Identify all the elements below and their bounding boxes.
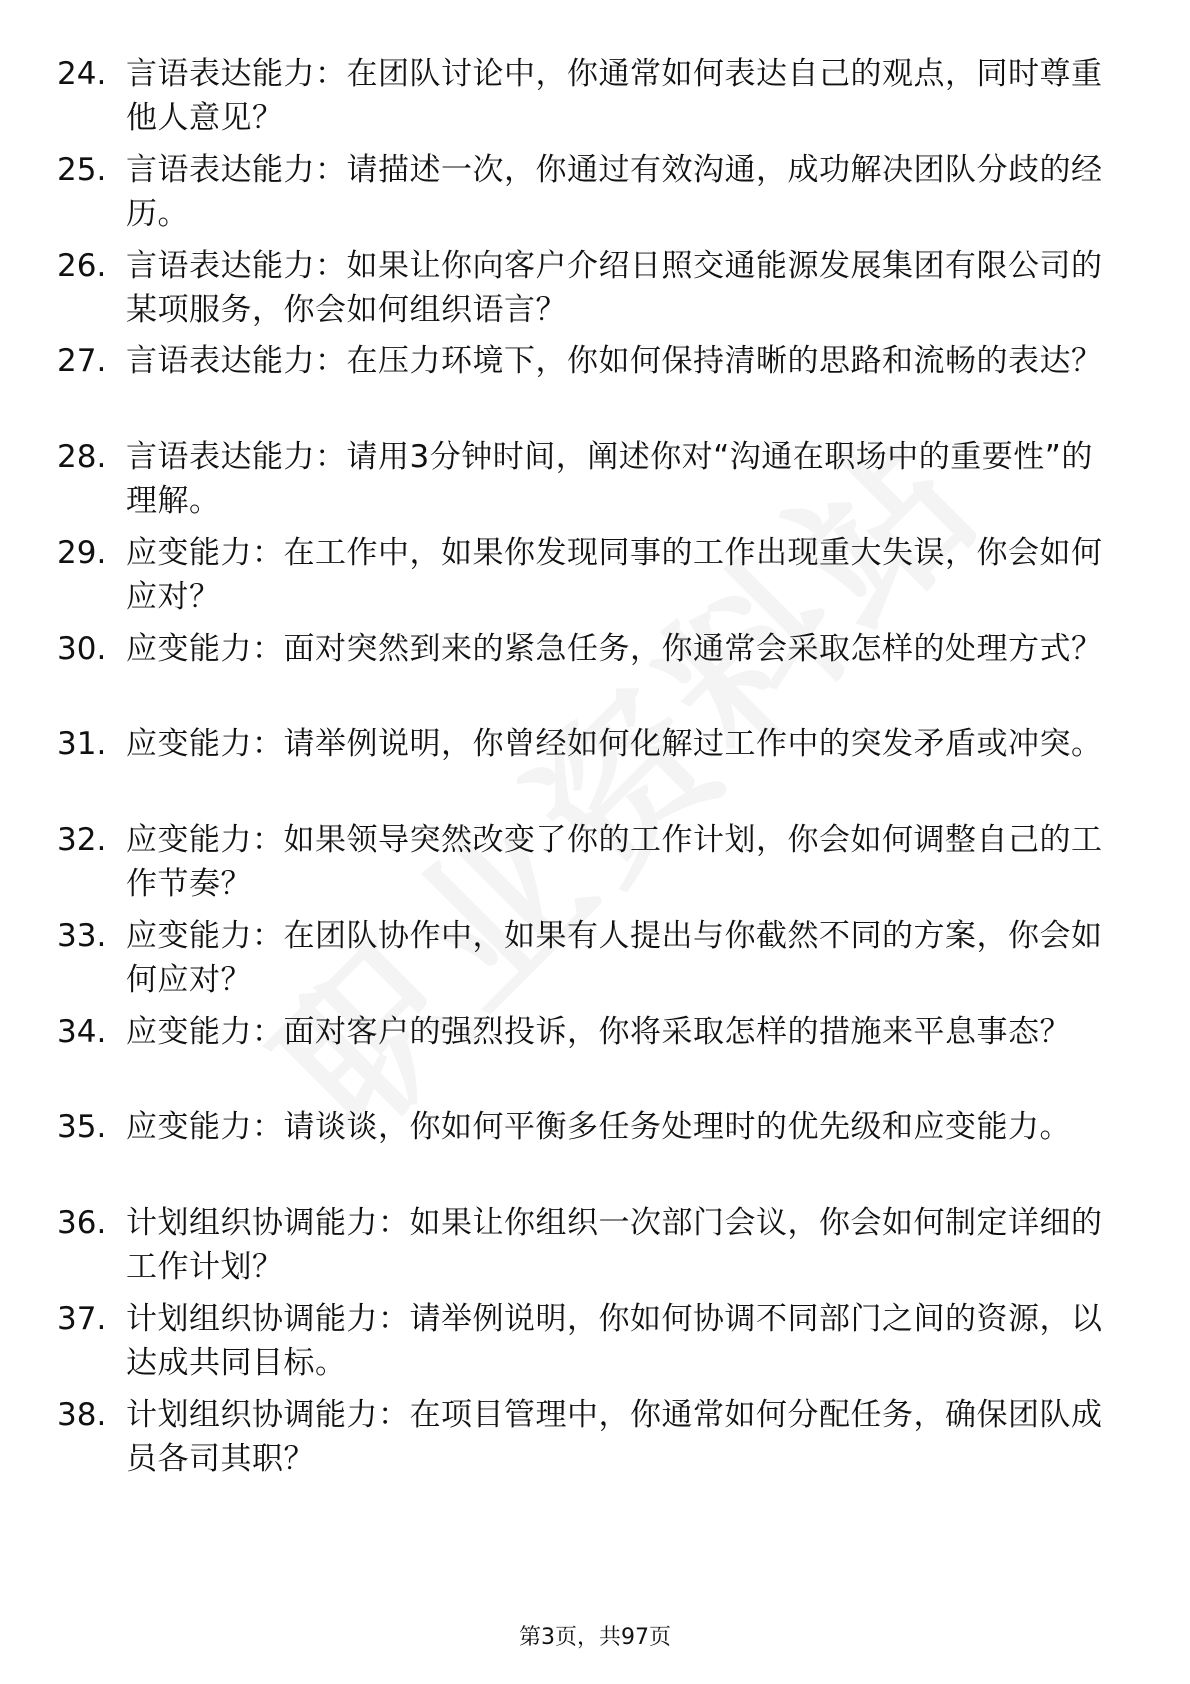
page-footer: 第3页，共97页 [519, 1625, 671, 1650]
question-item [0, 531, 1190, 627]
question-item [0, 627, 1190, 723]
question-number: 27. [57, 343, 107, 379]
question-number: 28. [57, 439, 107, 475]
question-item [0, 244, 1190, 340]
question-number: 29. [57, 535, 107, 571]
question-text: 言语表达能力：在团队讨论中，你通常如何表达自己的观点，同时尊重他人意见？ [126, 56, 1103, 136]
question-text: 应变能力：在团队协作中，如果有人提出与你截然不同的方案，你会如何应对？ [126, 918, 1103, 998]
question-text: 应变能力：请谈谈，你如何平衡多任务处理时的优先级和应变能力。 [126, 1109, 1071, 1145]
question-item [0, 1201, 1190, 1297]
question-text: 应变能力：面对客户的强烈投诉，你将采取怎样的措施来平息事态？ [126, 1014, 1071, 1050]
question-item [0, 1010, 1190, 1106]
question-item [0, 148, 1190, 244]
question-text: 计划组织协调能力：请举例说明，你如何协调不同部门之间的资源，以达成共同目标。 [126, 1301, 1103, 1381]
question-item [0, 1297, 1190, 1393]
question-number: 34. [57, 1014, 107, 1050]
question-number: 26. [57, 248, 107, 284]
question-item [0, 435, 1190, 531]
question-number: 24. [57, 56, 107, 92]
question-item [0, 52, 1190, 148]
question-item [0, 1105, 1190, 1201]
question-text: 应变能力：在工作中，如果你发现同事的工作出现重大失误，你会如何应对？ [126, 535, 1103, 615]
question-number: 37. [57, 1301, 107, 1337]
question-number: 36. [57, 1205, 107, 1241]
question-item [0, 722, 1190, 818]
question-item [0, 914, 1190, 1010]
question-number: 35. [57, 1109, 107, 1145]
question-number: 32. [57, 822, 107, 858]
question-number: 33. [57, 918, 107, 954]
question-text: 计划组织协调能力：如果让你组织一次部门会议，你会如何制定详细的工作计划？ [126, 1205, 1103, 1285]
question-text: 应变能力：请举例说明，你曾经如何化解过工作中的突发矛盾或冲突。 [126, 726, 1103, 762]
question-number: 30. [57, 631, 107, 667]
question-text: 应变能力：如果领导突然改变了你的工作计划，你会如何调整自己的工作节奏？ [126, 822, 1103, 902]
question-text: 言语表达能力：请描述一次，你通过有效沟通，成功解决团队分歧的经历。 [126, 152, 1103, 232]
question-text: 言语表达能力：如果让你向客户介绍日照交通能源发展集团有限公司的某项服务，你会如何组织语言？ [126, 248, 1103, 328]
question-item [0, 1393, 1190, 1489]
question-number: 38. [57, 1397, 107, 1433]
question-text: 言语表达能力：在压力环境下，你如何保持清晰的思路和流畅的表达？ [126, 343, 1103, 379]
question-text: 计划组织协调能力：在项目管理中，你通常如何分配任务，确保团队成员各司其职？ [126, 1397, 1103, 1477]
question-item [0, 818, 1190, 914]
question-number: 25. [57, 152, 107, 188]
question-text: 应变能力：面对突然到来的紧急任务，你通常会采取怎样的处理方式？ [126, 631, 1103, 667]
question-text: 言语表达能力：请用3分钟时间，阐述你对“沟通在职场中的重要性”的理解。 [126, 439, 1093, 519]
question-number: 31. [57, 726, 107, 762]
question-item [0, 339, 1190, 435]
